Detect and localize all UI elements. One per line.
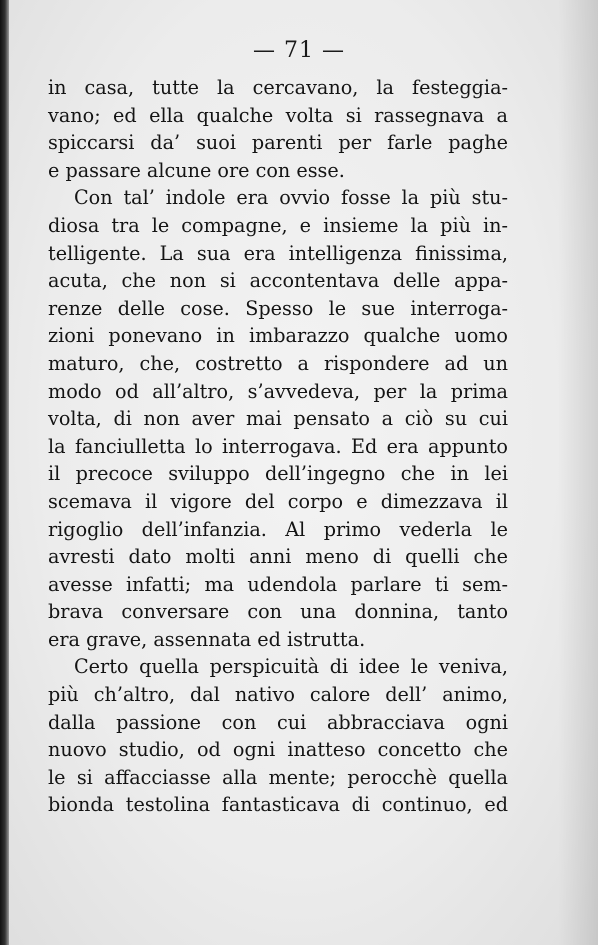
text-line: scemava il vigore del corpo e dimezzava il [48, 489, 508, 513]
text-line: bionda testolina fantasticava di continuo, ed [48, 793, 508, 817]
text-line: acuta, che non si accontentava delle appa- [48, 269, 508, 293]
page-edge-shadow [558, 0, 598, 945]
text-line: maturo, che, costretto a rispondere ad un [48, 351, 508, 375]
text-line: nuovo studio, od ogni inatteso concetto che [48, 738, 508, 762]
text-line: modo od all’altro, s’avvedeva, per la prima [48, 379, 508, 403]
text-line: rigoglio dell’infanzia. Al primo vederla le [48, 517, 508, 541]
text-line: la fanciulletta lo interrogava. Ed era appunto [48, 434, 508, 458]
text-line: spiccarsi da’ suoi parenti per farle paghe [48, 131, 508, 155]
text-line: diosa tra le compagne, e insieme la più in- [48, 213, 508, 237]
text-line: avresti dato molti anni meno di quelli che [48, 545, 508, 569]
text-line: e passare alcune ore con esse. [48, 158, 345, 182]
text-line: Con tal’ indole era ovvio fosse la più stu- [74, 186, 508, 210]
text-line: vano; ed ella qualche volta si rassegnava a [48, 103, 508, 127]
text-line: zioni ponevano in imbarazzo qualche uomo [48, 324, 508, 348]
text-line: più ch’altro, dal nativo calore dell’ animo, [48, 683, 508, 707]
page-number: — 71 — [253, 38, 345, 63]
text-line: volta, di non aver mai pensato a ciò su cui [48, 407, 508, 431]
body-text [48, 74, 508, 819]
text-line: era grave, assennata ed istrutta. [48, 627, 366, 651]
text-line: telligente. La sua era intelligenza finissima, [48, 241, 508, 265]
text-line: le si affacciasse alla mente; perocchè quella [48, 765, 508, 789]
text-line: brava conversare con una donnina, tanto [48, 600, 508, 624]
text-line: renze delle cose. Spesso le sue interroga- [48, 296, 508, 320]
text-line: dalla passione con cui abbracciava ogni [48, 710, 508, 734]
page-binding-edge [0, 0, 9, 945]
text-line: in casa, tutte la cercavano, la festeggia- [48, 76, 508, 99]
text-line: il precoce sviluppo dell’ingegno che in lei [48, 462, 508, 486]
text-line: Certo quella perspicuità di idee le veniva, [74, 655, 508, 679]
text-line: avesse infatti; ma udendola parlare ti sem- [48, 572, 508, 596]
